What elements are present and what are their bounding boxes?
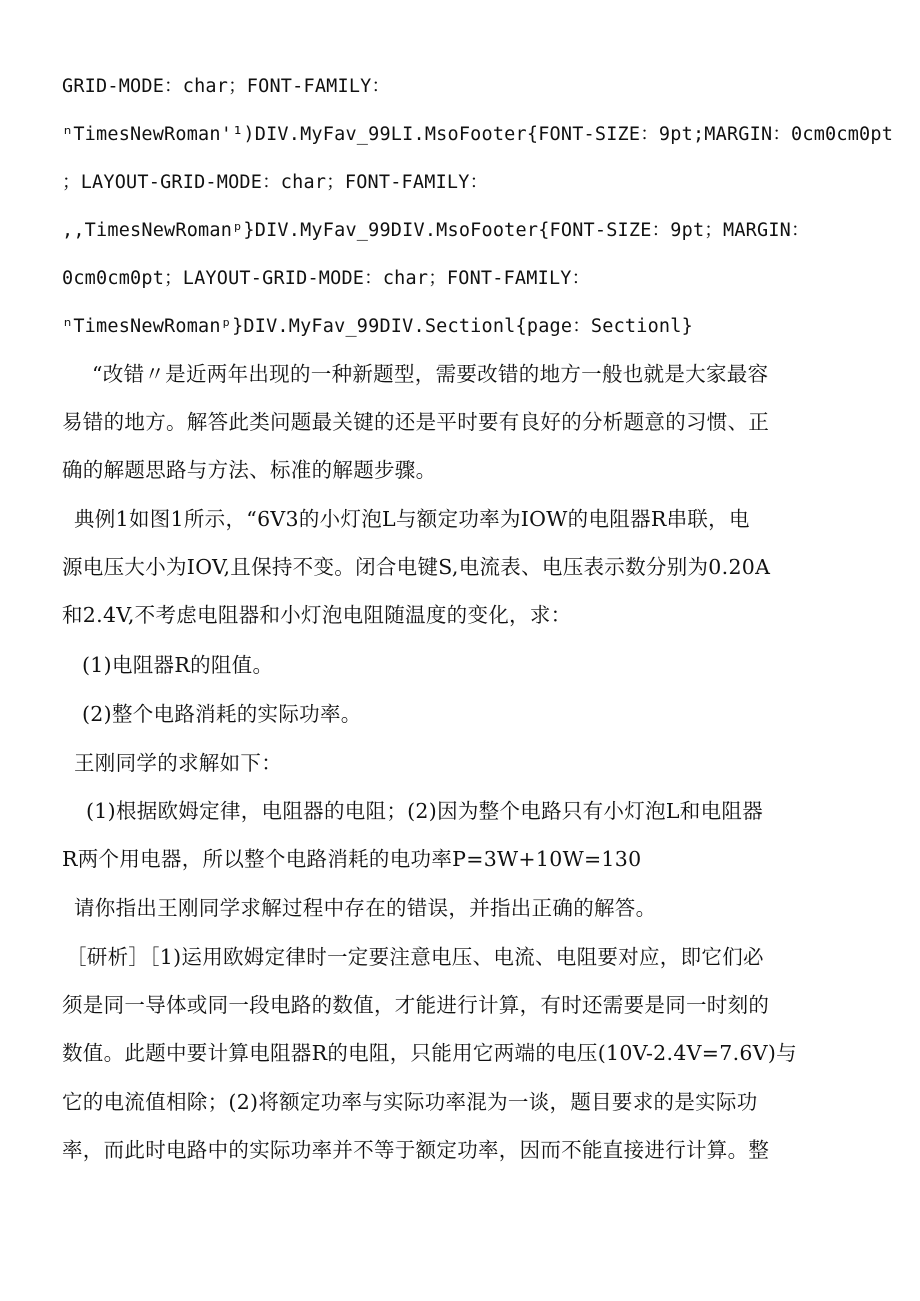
task-line: 请你指出王刚同学求解过程中存在的错误，并指出正确的解答。: [74, 896, 657, 920]
student-solution-line-1: (1)根据欧姆定律，电阻器的电阻；(2)因为整个电路只有小灯泡L和电阻器: [86, 799, 763, 823]
analysis-line-4: 它的电流值相除；(2)将额定功率与实际功率混为一谈，题目要求的是实际功: [62, 1090, 758, 1114]
code-line-6: ⁿTimesNewRomanᵖ}DIV.MyFav_99DIV.Sectionl{page：Sectionl}: [62, 316, 693, 337]
example-line-1: 典例1如图1所示，“6V3的小灯泡L与额定功率为IOW的电阻器R串联，电: [74, 507, 750, 531]
example-line-3: 和2.4V,不考虑电阻器和小灯泡电阻随温度的变化，求：: [62, 603, 572, 627]
question-1: (1)电阻器R的阻值。: [82, 653, 274, 677]
question-2: (2)整个电路消耗的实际功率。: [82, 702, 362, 726]
analysis-line-3: 数值。此题中要计算电阻器R的电阻，只能用它两端的电压(10V-2.4V=7.6V)与: [62, 1041, 797, 1065]
code-line-4: ‚‚TimesNewRomanᵖ}DIV.MyFav_99DIV.MsoFooter{FONT-SIZE：9pt；MARGIN：: [62, 220, 810, 241]
code-line-2: ⁿTimesNewRoman'¹)DIV.MyFav_99LI.MsoFooter{FONT-SIZE：9pt;MARGIN：0cm0cm0pt: [62, 124, 894, 145]
intro-line-1: “改错〃是近两年出现的一种新题型，需要改错的地方一般也就是大家最容: [92, 362, 769, 386]
student-solution-heading: 王刚同学的求解如下：: [74, 751, 282, 775]
intro-line-3: 确的解题思路与方法、标准的解题步骤。: [62, 458, 437, 482]
code-line-1: GRID-MODE：char；FONT-FAMILY：: [62, 76, 391, 97]
intro-line-2: 易错的地方。解答此类问题最关键的还是平时要有良好的分析题意的习惯、正: [62, 410, 770, 434]
analysis-line-1: ［研析］［1)运用欧姆定律时一定要注意电压、电流、电阻要对应，即它们必: [66, 945, 764, 969]
analysis-line-2: 须是同一导体或同一段电路的数值，才能进行计算，有时还需要是同一时刻的: [62, 993, 770, 1017]
student-solution-line-2: R两个用电器，所以整个电路消耗的电功率P=3W+10W=130: [62, 847, 642, 871]
example-line-2: 源电压大小为IOV,且保持不变。闭合电键S,电流表、电压表示数分别为0.20A: [62, 555, 771, 579]
code-line-3: ；LAYOUT-GRID-MODE：char；FONT-FAMILY：: [62, 172, 489, 193]
analysis-line-5: 率，而此时电路中的实际功率并不等于额定功率，因而不能直接进行计算。整: [62, 1138, 770, 1162]
code-line-5: 0cm0cm0pt；LAYOUT-GRID-MODE：char；FONT-FAMILY：: [62, 268, 591, 289]
